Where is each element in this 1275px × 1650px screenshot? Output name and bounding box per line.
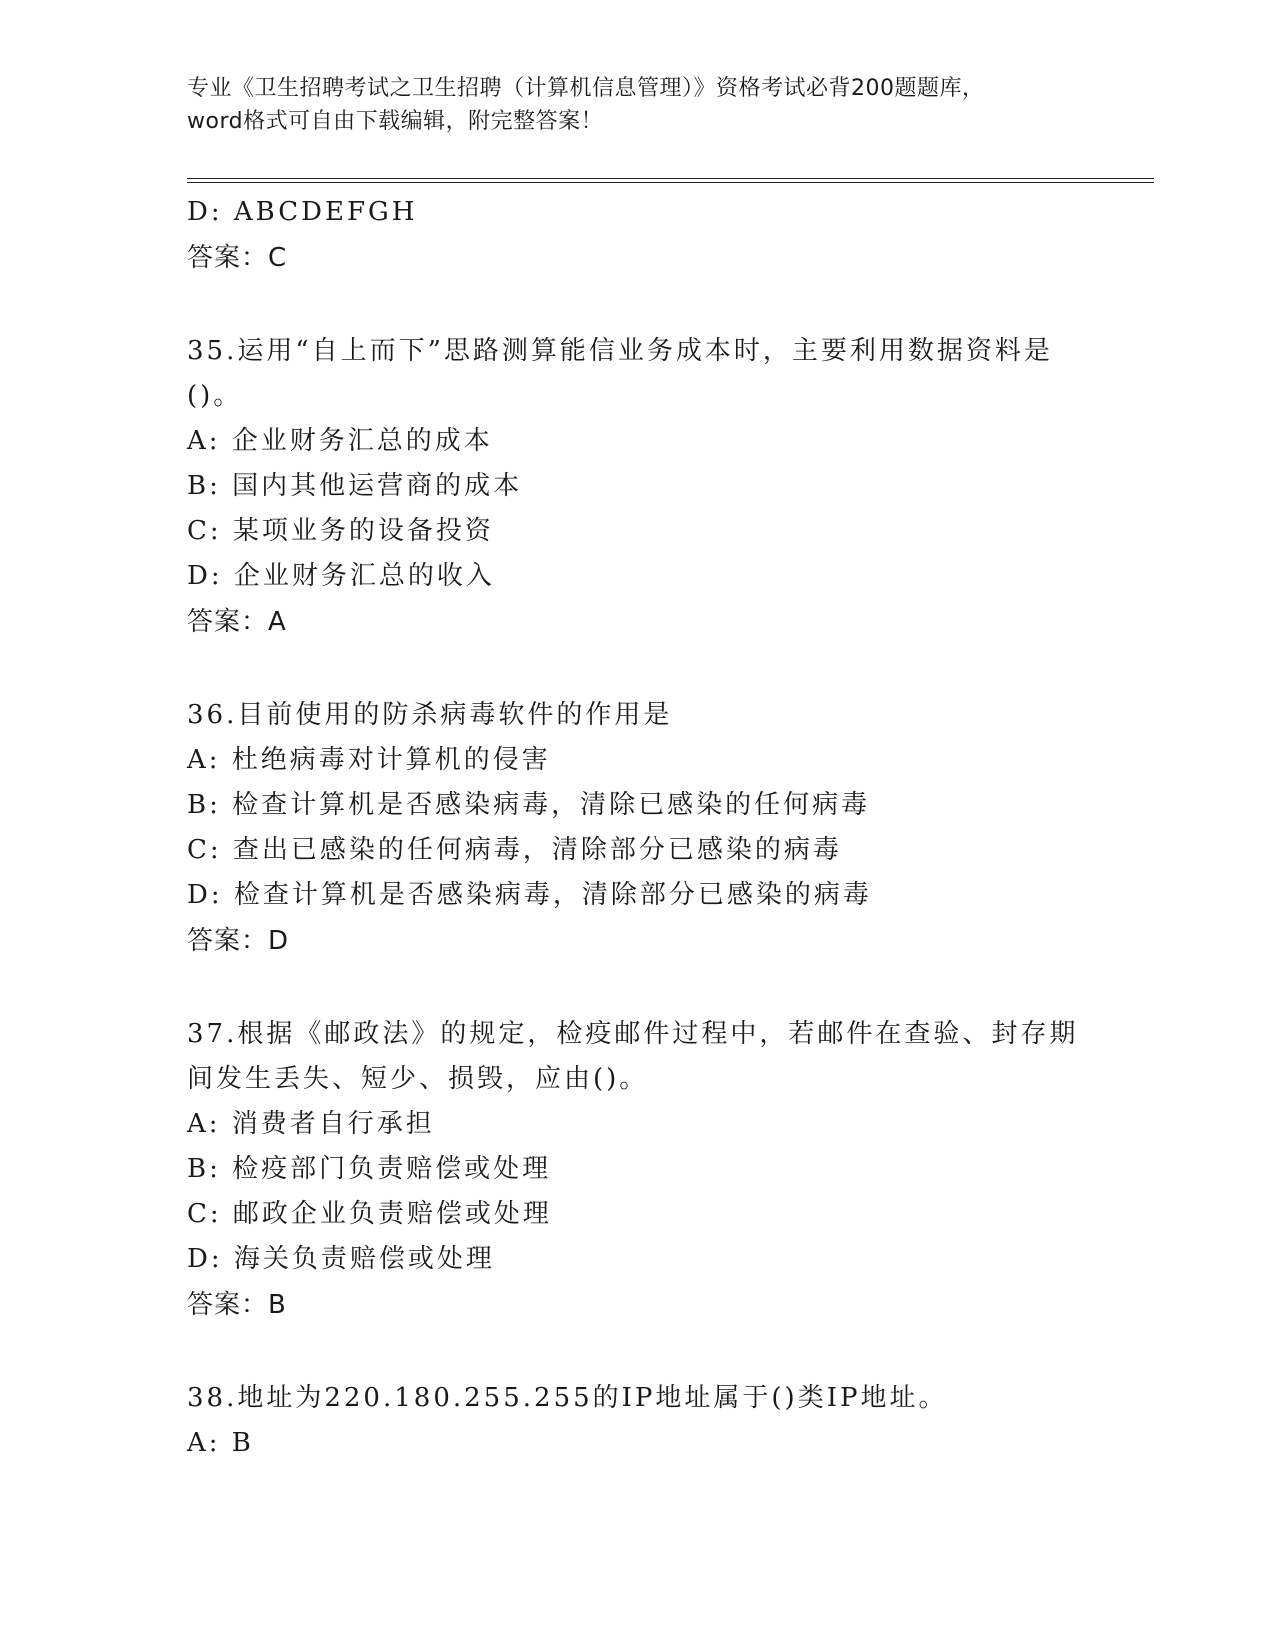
- answer: 答案：A: [187, 607, 287, 637]
- header-divider-top: [187, 178, 1154, 179]
- question-text-line-2: ()。: [187, 381, 243, 411]
- option-d: D: 海关负责赔偿或处理: [187, 1244, 495, 1274]
- question-text-line-1: 37.根据《邮政法》的规定，检疫邮件过程中，若邮件在查验、封存期: [187, 1019, 1079, 1049]
- prev-option-d: D: ABCDEFGH: [187, 197, 418, 227]
- spacer: [187, 1329, 1087, 1376]
- header-divider-bottom: [187, 182, 1154, 183]
- option-a: A: B: [187, 1428, 254, 1458]
- answer: 答案：B: [187, 1290, 287, 1320]
- question-text-line-1: 36.目前使用的防杀病毒软件的作用是: [187, 700, 673, 730]
- header-line-2: word格式可自由下载编辑，附完整答案！: [187, 109, 604, 134]
- option-d: D: 检查计算机是否感染病毒，清除部分已感染的病毒: [187, 880, 872, 910]
- document-header: [187, 72, 1087, 138]
- question-36: [187, 693, 1087, 965]
- answer: 答案：D: [187, 926, 290, 956]
- spacer: [187, 965, 1087, 1012]
- option-a: A: 企业财务汇总的成本: [187, 426, 493, 456]
- question-text-line-1: 38.地址为220.180.255.255的IP地址属于()类IP地址。: [187, 1383, 948, 1413]
- option-b: B: 检查计算机是否感染病毒，清除已感染的任何病毒: [187, 790, 871, 820]
- question-35: [187, 329, 1087, 646]
- question-38: [187, 1376, 1087, 1466]
- document-body: [187, 190, 1087, 1466]
- header-line-1: 专业《卫生招聘考试之卫生招聘（计算机信息管理）》资格考试必背200题题库，: [187, 76, 985, 101]
- option-a: A: 杜绝病毒对计算机的侵害: [187, 745, 551, 775]
- option-b: B: 检疫部门负责赔偿或处理: [187, 1154, 552, 1184]
- option-a: A: 消费者自行承担: [187, 1109, 435, 1139]
- option-d: D: 企业财务汇总的收入: [187, 561, 495, 591]
- prev-answer: 答案：C: [187, 243, 288, 273]
- question-text-line-2: 间发生丢失、短少、损毁，应由()。: [187, 1064, 649, 1094]
- option-b: B: 国内其他运营商的成本: [187, 471, 523, 501]
- spacer: [187, 282, 1087, 329]
- option-c: C: 查出已感染的任何病毒，清除部分已感染的病毒: [187, 835, 842, 865]
- option-c: C: 某项业务的设备投资: [187, 516, 494, 546]
- question-text-line-1: 35.运用“自上而下”思路测算能信业务成本时，主要利用数据资料是: [187, 336, 1053, 366]
- spacer: [187, 646, 1087, 693]
- question-37: [187, 1012, 1087, 1329]
- option-c: C: 邮政企业负责赔偿或处理: [187, 1199, 552, 1229]
